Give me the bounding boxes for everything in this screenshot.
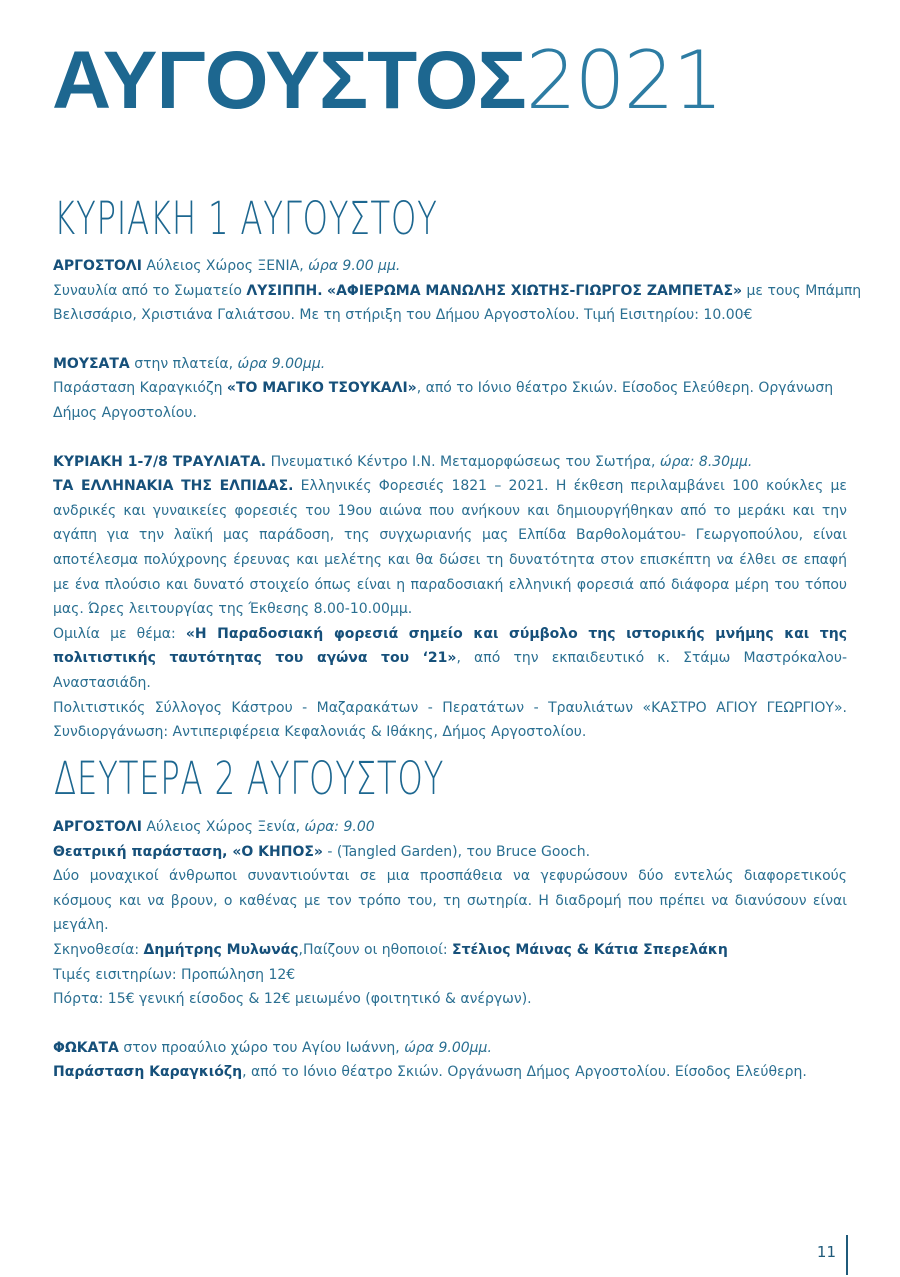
event-title: Παράσταση Καραγκιόζη (53, 1064, 243, 1081)
event-body-line: με ένα πλούσιο και δυνατό στοιχείο όπως είναι η παραδοσιακή ελληνική φορεσιά από διάφορα μέρη του τόπου (53, 576, 847, 593)
event-organizer-line: Συνδιοργάνωση: Αντιπεριφέρεια Κεφαλονιάς & Ιθάκης, Δήμος Αργοστολίου. (53, 724, 587, 741)
event-time: ώρα: 8.30μμ. (659, 453, 753, 470)
day-section-sunday (53, 254, 862, 745)
event-place: ΑΡΓΟΣΤΟΛΙ (53, 819, 142, 835)
event-title-line (53, 840, 847, 865)
event-text: με τους Μπάμπη (742, 282, 862, 299)
event-title: «ΤΟ ΜΑΓΙΚΟ ΤΣΟΥΚΑΛΙ» (226, 380, 417, 397)
event-organizer-line: Πολιτιστικός Σύλλογος Κάστρου - Μαζαρακάτων - Περατάτων - Τραυλιάτων «ΚΑΣΤΡΟ ΑΓΙΟΥ ΓΕΩΡΓΙΟΥ». (53, 699, 847, 716)
event-place: ΦΩΚΑΤΑ (53, 1039, 119, 1056)
event-place: ΜΟΥΣΑΤΑ (53, 355, 130, 372)
event-time: ώρα 9.00μμ. (237, 355, 326, 372)
event-title-line (53, 376, 847, 401)
event-text: Ομιλία με θέμα: (53, 625, 186, 642)
event-text: Ελληνικές Φορεσιές 1821 – 2021. Η έκθεση περιλαμβάνει 100 κούκλες με (293, 478, 847, 495)
event-talk-line (53, 622, 847, 647)
event-title-line (53, 474, 847, 499)
event-text: , από το Ιόνιο θέατρο Σκιών. Είσοδος Ελεύθερη. Οργάνωση (416, 380, 834, 397)
page-number: 11 (816, 1243, 836, 1261)
event-venue: Αύλειος Χώρος ΞΕΝΙΑ, (141, 258, 309, 274)
title-month: ΑΥΓΟΥΣΤΟΣ (52, 35, 526, 126)
event-body-line: κόσμους και να βρουν, ο καθένας με τον τρόπο του, τη σωτηρία. Η διαδρομή που πρέπει να διανύσουν είναι (53, 892, 847, 909)
event-place: ΚΥΡΙΑΚΗ 1-7/8 ΤΡΑΥΛΙΑΤΑ. (53, 453, 267, 470)
event-price-line: Τιμές εισιτηρίων: Προπώληση 12€ (53, 966, 296, 983)
event-title: Θεατρική παράσταση, «Ο ΚΗΠΟΣ» (53, 843, 323, 860)
day-heading-sunday: ΚΥΡΙΑΚΗ 1 ΑΥΓΟΥΣΤΟΥ (54, 192, 438, 245)
event-body-line: Δύο μοναχικοί άνθρωποι συναντιούνται σε μια προσπάθεια να γεφυρώσουν δύο εντελώς διαφορετικούς (53, 868, 847, 885)
event-header-line (53, 815, 847, 840)
page-number-rule (846, 1235, 848, 1275)
event-body-line: ανδρικές και γυναικείες φορεσιές του 19ου αιώνα που ανήκουν και δημιουργήθηκαν από το μεράκι και την (53, 502, 847, 519)
event-body-line: αποτέλεσμα πολύχρονης έρευνας και μελέτης και θα δώσει τη δυνατότητα στον επισκέπτη να έλθει σε επαφή (53, 551, 847, 568)
event-text: ,Παίζουν οι ηθοποιοί: (298, 941, 452, 958)
event-text: Σκηνοθεσία: (53, 941, 144, 958)
event-place: ΑΡΓΟΣΤΟΛΙ (53, 258, 142, 274)
event-venue: Αύλειος Χώρος Ξενία, (141, 819, 305, 835)
event-text: , από το Ιόνιο θέατρο Σκιών. Οργάνωση Δήμος Αργοστολίου. Είσοδος Ελεύθερη. (242, 1064, 807, 1081)
title-year: 2021 (525, 34, 722, 127)
event-text-line: Βελισσάριο, Χριστιάνα Γαλιάτσου. Με τη στήριξη του Δήμου Αργοστολίου. Τιμή Εισιτηρίου: 10.00€ (53, 307, 753, 324)
event-time: ώρα: 9.00 (304, 819, 375, 835)
day-section-monday (53, 815, 847, 1085)
event-title: ΤΑ ΕΛΛΗΝΑΚΙΑ ΤΗΣ ΕΛΠΙΔΑΣ. (53, 478, 294, 495)
event-venue: στον προαύλιο χώρο του Αγίου Ιωάννη, (118, 1039, 405, 1056)
event-header-line (53, 1036, 847, 1061)
event-body-line: μεγάλη. (53, 917, 109, 934)
event-body-line: μας. Ώρες λειτουργίας της Έκθεσης 8.00-10.00μμ. (53, 601, 413, 618)
event-venue: Πνευματικό Κέντρο Ι.Ν. Μεταμορφώσεως του Σωτήρα, (266, 453, 660, 470)
day-heading-monday: ΔΕΥΤΕΡΑ 2 ΑΥΓΟΥΣΤΟΥ (54, 752, 445, 805)
event-text: Παράσταση Καραγκιόζη (53, 380, 227, 397)
event-text: Συναυλία από το Σωματείο (53, 282, 247, 299)
event-header-line (53, 450, 847, 475)
event-header-line (53, 352, 847, 377)
event-price-line: Πόρτα: 15€ γενική είσοδος & 12€ μειωμένο (φοιτητικό & ανέργων). (53, 991, 532, 1008)
event-header-line (53, 254, 847, 279)
page-title (52, 34, 722, 127)
event-talk-title: πολιτιστικής ταυτότητας του αγώνα του ‘21» (53, 650, 457, 667)
event-title-line (53, 1060, 847, 1085)
event-title: «ΑΦΙΕΡΩΜΑ ΜΑΝΩΛΗΣ ΧΙΩΤΗΣ-ΓΙΩΡΓΟΣ ΖΑΜΠΕΤΑΣ» (327, 282, 743, 299)
event-credits-line (53, 938, 847, 963)
event-text: - (Tangled Garden), του Bruce Gooch. (322, 843, 591, 860)
event-title-line (53, 279, 862, 304)
event-time: ώρα 9.00 μμ. (308, 258, 401, 274)
event-talk-title: «Η Παραδοσιακή φορεσιά σημείο και σύμβολο της ιστορικής μνήμης και της (185, 625, 847, 642)
event-actors: Στέλιος Μάινας & Κάτια Σπερελάκη (452, 941, 728, 958)
event-body-line: αγάπη για την λαϊκή μας παράδοση, της συγχωριανής μας Ελπίδα Βαρθολομάτου- Γεωργοπούλου, είναι (53, 527, 847, 544)
event-organizer: ΛΥΣΙΠΠΗ. (246, 282, 323, 299)
event-talk-line (53, 646, 847, 695)
event-text-line: Δήμος Αργοστολίου. (53, 404, 197, 421)
event-time: ώρα 9.00μμ. (404, 1039, 492, 1056)
event-text: , από την εκπαιδευτικό κ. Στάμω Μαστρόκαλου- Αναστασιάδη. (53, 650, 847, 691)
event-venue: στην πλατεία, (129, 355, 238, 372)
event-director: Δημήτρης Μυλωνάς (143, 941, 299, 958)
